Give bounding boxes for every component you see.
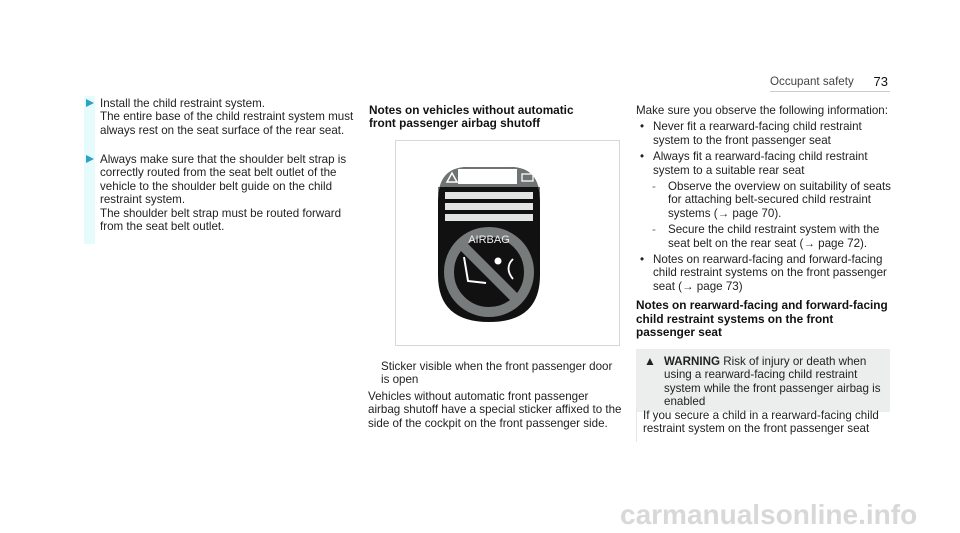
arrow-right-icon — [86, 99, 94, 107]
sub-list-item — [636, 180, 892, 220]
airbag-sticker-image — [396, 141, 621, 347]
page-number: 73 — [873, 74, 888, 89]
step-text: Always make sure that the shoulder belt strap is correctly routed from the seat belt outlet of the vehicle to the shoulder belt guide on the child restraint system. — [100, 153, 347, 207]
warning-body: If you secure a child in a rearward-facing child restraint system on the front passenger seat — [636, 407, 890, 442]
warning-text: Risk of injury or death when using a rearward-facing child restraint system while the front passenger airbag is enabled — [664, 355, 881, 409]
sticker-figure — [395, 140, 620, 346]
page-header — [770, 75, 890, 92]
sticker-airbag-label: AIRBAG — [468, 234, 510, 246]
warning-label: WARNING — [664, 355, 721, 368]
section-heading: Notes on rearward-facing and forward-facing child restraint systems on the front passenger seat — [636, 298, 888, 340]
info-list — [636, 104, 892, 340]
figure-caption: Sticker visible when the front passenger door is open — [381, 360, 613, 387]
sub-item-text[interactable]: Secure the child restraint system with the seat belt on the rear seat (→ page 72). — [668, 223, 880, 250]
list-item: • Always fit a rearward-facing child restraint system to a suitable rear seat — [636, 150, 892, 177]
intro-text: Make sure you observe the following information: — [636, 104, 888, 117]
step-text: Install the child restraint system. — [100, 97, 265, 110]
step-text: The entire base of the child restraint system must always rest on the seat surface of the rear seat. — [100, 110, 354, 137]
section-heading: Notes on vehicles without automatic front passenger airbag shutoff — [369, 103, 574, 131]
arrow-right-icon — [86, 155, 94, 163]
watermark: carmanualsonline.info — [620, 499, 918, 530]
paragraph: Vehicles without automatic front passenger airbag shutoff have a special sticker affixed to the side of the cockpit on the front passenger side. — [368, 390, 622, 430]
step-2 — [100, 153, 355, 233]
list-item: • Never fit a rearward-facing child restraint system to the front passenger seat — [636, 120, 892, 147]
section-title: Occupant safety — [770, 75, 854, 88]
warning-triangle-icon: ▲ — [644, 354, 656, 368]
sub-list-item — [636, 223, 892, 250]
sub-item-text[interactable]: Observe the overview on suitability of seats for attaching belt-secured child restraint systems (→ page 70). — [668, 180, 891, 220]
list-item[interactable]: • Notes on rearward-facing and forward-facing child restraint systems on the front passenger seat (→ page 73) — [636, 253, 892, 293]
step-text: The shoulder belt strap must be routed forward from the seat belt outlet. — [100, 206, 342, 234]
warning-box — [636, 349, 890, 412]
steps-strip — [84, 96, 95, 244]
step-1 — [100, 97, 355, 137]
